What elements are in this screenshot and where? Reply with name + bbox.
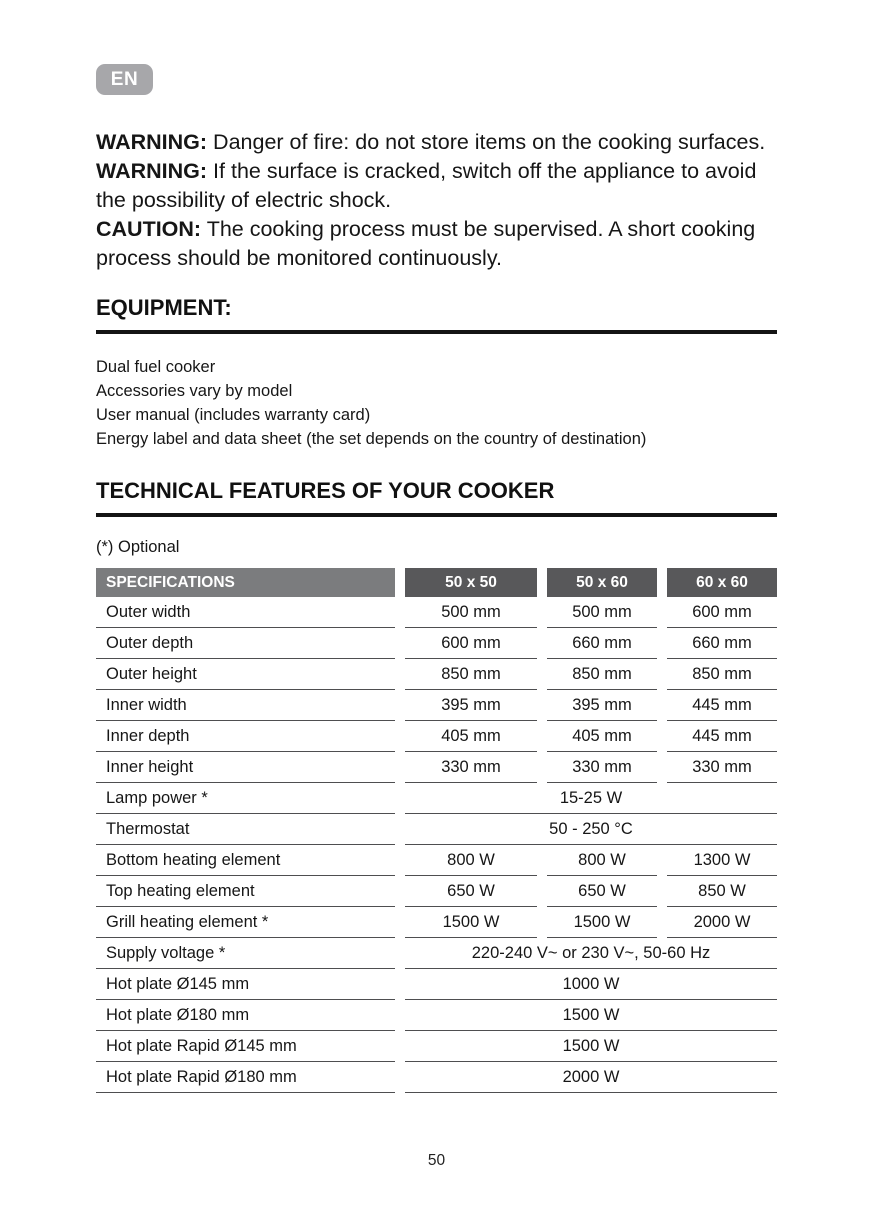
spec-label: Top heating element	[96, 876, 395, 907]
spec-value: 850 mm	[547, 659, 657, 690]
equipment-list-item: Accessories vary by model	[96, 382, 293, 400]
spec-label: Outer height	[96, 659, 395, 690]
spec-row	[96, 845, 777, 876]
warning-paragraph	[96, 128, 777, 157]
spec-header-row	[96, 568, 777, 597]
spec-value-span: 15-25 W	[405, 783, 777, 814]
spec-value: 600 mm	[667, 597, 777, 628]
spec-value: 650 W	[547, 876, 657, 907]
warnings-section	[96, 128, 777, 273]
warning-label: CAUTION:	[96, 217, 202, 241]
spec-value: 1500 W	[405, 907, 537, 938]
spec-value: 330 mm	[547, 752, 657, 783]
specifications-table	[96, 568, 777, 1093]
spec-value-span: 50 - 250 °C	[405, 814, 777, 845]
optional-note: (*) Optional	[96, 538, 180, 556]
spec-label: Hot plate Rapid Ø180 mm	[96, 1062, 395, 1093]
technical-heading-rule	[96, 513, 777, 517]
warning-label: WARNING:	[96, 130, 208, 154]
spec-value: 800 W	[405, 845, 537, 876]
spec-value: 330 mm	[667, 752, 777, 783]
spec-row	[96, 752, 777, 783]
spec-label: Thermostat	[96, 814, 395, 845]
spec-value: 500 mm	[405, 597, 537, 628]
spec-label: Grill heating element *	[96, 907, 395, 938]
spec-value-span: 2000 W	[405, 1062, 777, 1093]
spec-label: Lamp power *	[96, 783, 395, 814]
equipment-list-item: Dual fuel cooker	[96, 358, 216, 376]
warning-text: If the surface is cracked, switch off the appliance to avoid the possibility of electric shock.	[96, 159, 757, 212]
spec-label: Inner depth	[96, 721, 395, 752]
spec-value: 2000 W	[667, 907, 777, 938]
spec-label: Supply voltage *	[96, 938, 395, 969]
spec-value: 330 mm	[405, 752, 537, 783]
spec-row	[96, 876, 777, 907]
language-badge: EN	[96, 64, 153, 95]
spec-value: 405 mm	[405, 721, 537, 752]
spec-value: 850 W	[667, 876, 777, 907]
spec-row	[96, 597, 777, 628]
spec-row	[96, 1031, 777, 1062]
spec-value: 850 mm	[405, 659, 537, 690]
spec-label: Bottom heating element	[96, 845, 395, 876]
spec-value: 395 mm	[547, 690, 657, 721]
spec-value-span: 1500 W	[405, 1000, 777, 1031]
spec-label: Inner width	[96, 690, 395, 721]
spec-value: 660 mm	[667, 628, 777, 659]
spec-row	[96, 659, 777, 690]
spec-value: 1300 W	[667, 845, 777, 876]
spec-value: 500 mm	[547, 597, 657, 628]
equipment-list-item: User manual (includes warranty card)	[96, 406, 371, 424]
spec-row	[96, 783, 777, 814]
warning-text: Danger of fire: do not store items on the cooking surfaces.	[207, 130, 766, 154]
spec-row	[96, 938, 777, 969]
page-number: 50	[427, 1152, 446, 1169]
warning-paragraph	[96, 157, 777, 215]
warning-label: WARNING:	[96, 159, 208, 183]
spec-value: 1500 W	[547, 907, 657, 938]
spec-row	[96, 907, 777, 938]
spec-row	[96, 1062, 777, 1093]
spec-value: 395 mm	[405, 690, 537, 721]
spec-value: 445 mm	[667, 721, 777, 752]
spec-label: Outer width	[96, 597, 395, 628]
spec-value: 650 W	[405, 876, 537, 907]
spec-header-col: 60 x 60	[667, 568, 777, 597]
spec-header-col: 50 x 50	[405, 568, 537, 597]
spec-value: 445 mm	[667, 690, 777, 721]
spec-label: Hot plate Ø180 mm	[96, 1000, 395, 1031]
spec-row	[96, 690, 777, 721]
equipment-heading-rule	[96, 330, 777, 334]
spec-value-span: 1500 W	[405, 1031, 777, 1062]
technical-heading: TECHNICAL FEATURES OF YOUR COOKER	[96, 478, 555, 503]
spec-label: Inner height	[96, 752, 395, 783]
spec-label: Hot plate Rapid Ø145 mm	[96, 1031, 395, 1062]
spec-value: 405 mm	[547, 721, 657, 752]
spec-value: 660 mm	[547, 628, 657, 659]
equipment-heading: EQUIPMENT:	[96, 295, 232, 320]
spec-header-col: 50 x 60	[547, 568, 657, 597]
spec-row	[96, 1000, 777, 1031]
spec-header-label: SPECIFICATIONS	[96, 568, 395, 597]
spec-row	[96, 814, 777, 845]
spec-row	[96, 628, 777, 659]
spec-value: 600 mm	[405, 628, 537, 659]
spec-value: 800 W	[547, 845, 657, 876]
equipment-list	[96, 355, 777, 451]
warning-text: The cooking process must be supervised. A short cooking process should be monitored continuously.	[96, 217, 756, 270]
spec-label: Outer depth	[96, 628, 395, 659]
spec-label: Hot plate Ø145 mm	[96, 969, 395, 1000]
warning-paragraph	[96, 215, 777, 273]
spec-value: 850 mm	[667, 659, 777, 690]
spec-row	[96, 969, 777, 1000]
spec-row	[96, 721, 777, 752]
spec-value-span: 220-240 V~ or 230 V~, 50-60 Hz	[405, 938, 777, 969]
equipment-list-item: Energy label and data sheet (the set depends on the country of destination)	[96, 430, 647, 448]
spec-value-span: 1000 W	[405, 969, 777, 1000]
